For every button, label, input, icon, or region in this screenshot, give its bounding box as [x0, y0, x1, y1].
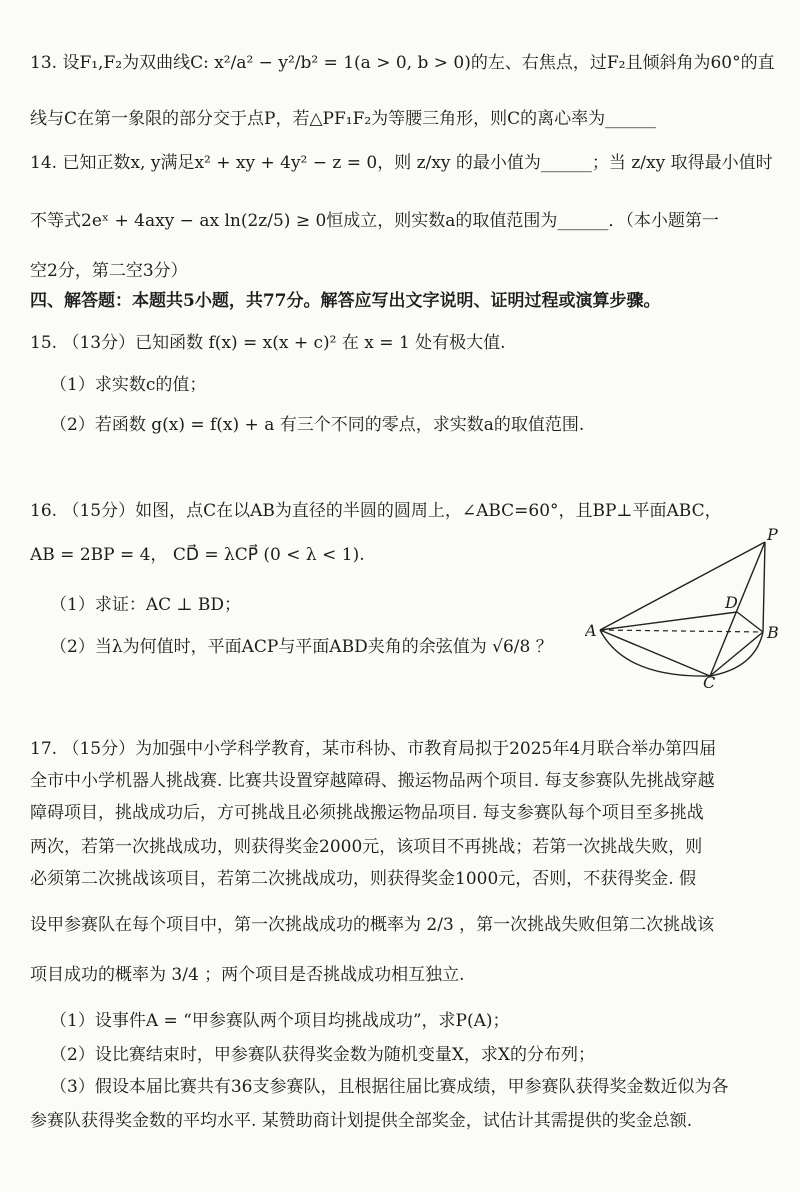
q15-part-2: （2）若函数 g(x) = f(x) + a 有三个不同的零点，求实数a的取值范围. [50, 415, 585, 435]
q17-line-4: 两次，若第一次挑战成功，则获得奖金2000元，该项目不再挑战；若第一次挑战失败，则 [30, 837, 703, 857]
q17-line-7: 项目成功的概率为 3/4 ；两个项目是否挑战成功相互独立. [30, 965, 465, 985]
q17-part-2: （2）设比赛结束时，甲参赛队获得奖金数为随机变量X，求X的分布列； [50, 1045, 596, 1065]
q13-line-1: 13. 设F₁,F₂为双曲线C: x²/a² − y²/b² = 1(a > 0, b > 0)的左、右焦点，过F₂且倾斜角为60°的直 [30, 53, 775, 73]
q17-line-2: 全市中小学机器人挑战赛. 比赛共设置穿越障碍、搬运物品两个项目. 每支参赛队先挑战穿越 [30, 771, 715, 791]
label-B: B [767, 623, 779, 642]
q15-part-1: （1）求实数c的值； [50, 375, 207, 395]
segment-BP [763, 542, 765, 632]
q14-line-3: 空2分，第二空3分） [30, 261, 188, 281]
label-A: A [585, 621, 597, 640]
q16-figure-svg [585, 528, 790, 688]
segment-BC [710, 632, 763, 676]
q15-stem: 15. （13分）已知函数 f(x) = x(x + c)² 在 x = 1 处有极大值. [30, 333, 506, 353]
q14-line-1: 14. 已知正数x, y满足x² + xy + 4y² − z = 0，则 z/xy 的最小值为______；当 z/xy 取得最小值时 [30, 153, 773, 173]
segment-BD [737, 612, 763, 632]
q16-geometry-figure [585, 528, 790, 688]
label-C: C [703, 673, 716, 688]
q16-part-1: （1）求证：AC ⊥ BD； [50, 595, 242, 615]
q17-line-3: 障碍项目，挑战成功后，方可挑战且必须挑战搬运物品项目. 每支参赛队每个项目至多挑战 [30, 803, 704, 823]
q17-line-5: 必须第二次挑战该项目，若第二次挑战成功，则获得奖金1000元，否则，不获得奖金. 假 [30, 869, 697, 889]
segment-AP [600, 542, 765, 630]
q17-part-1: （1）设事件A = “甲参赛队两个项目均挑战成功”，求P(A)； [50, 1011, 510, 1031]
section-4-heading: 四、解答题：本题共5小题，共77分。解答应写出文字说明、证明过程或演算步骤。 [30, 291, 661, 311]
segment-AD [600, 612, 737, 630]
segment-AB-dashed [600, 630, 763, 632]
q14-line-2: 不等式2eˣ + 4axy − ax ln(2z/5) ≥ 0恒成立，则实数a的取值范围为______．（本小题第一 [30, 211, 719, 231]
label-D: D [725, 593, 738, 612]
q16-line-1: 16. （15分）如图，点C在以AB为直径的半圆的圆周上，∠ABC=60°，且BP⊥平面ABC， [30, 501, 722, 521]
q17-line-1: 17. （15分）为加强中小学科学教育，某市科协、市教育局拟于2025年4月联合举办第四届 [30, 739, 717, 759]
q17-part-3: （3）假设本届比赛共有36支参赛队，且根据往届比赛成绩，甲参赛队获得奖金数近似为各 [50, 1077, 729, 1097]
segment-AC [600, 630, 710, 676]
label-P: P [767, 528, 778, 544]
q16-line-2: AB = 2BP = 4， CD⃗ = λCP⃗ (0 < λ < 1). [30, 545, 365, 565]
q13-line-2: 线与C在第一象限的部分交于点P，若△PF₁F₂为等腰三角形，则C的离心率为______ [30, 109, 657, 129]
q16-part-2: （2）当λ为何值时，平面ACP与平面ABD夹角的余弦值为 √6/8 ？ [50, 637, 553, 657]
q17-part-3-cont: 参赛队获得奖金数的平均水平. 某赞助商计划提供全部奖金，试估计其需提供的奖金总额. [30, 1111, 693, 1131]
q17-line-6: 设甲参赛队在每个项目中，第一次挑战成功的概率为 2/3 ，第一次挑战失败但第二次挑战该 [30, 915, 715, 935]
